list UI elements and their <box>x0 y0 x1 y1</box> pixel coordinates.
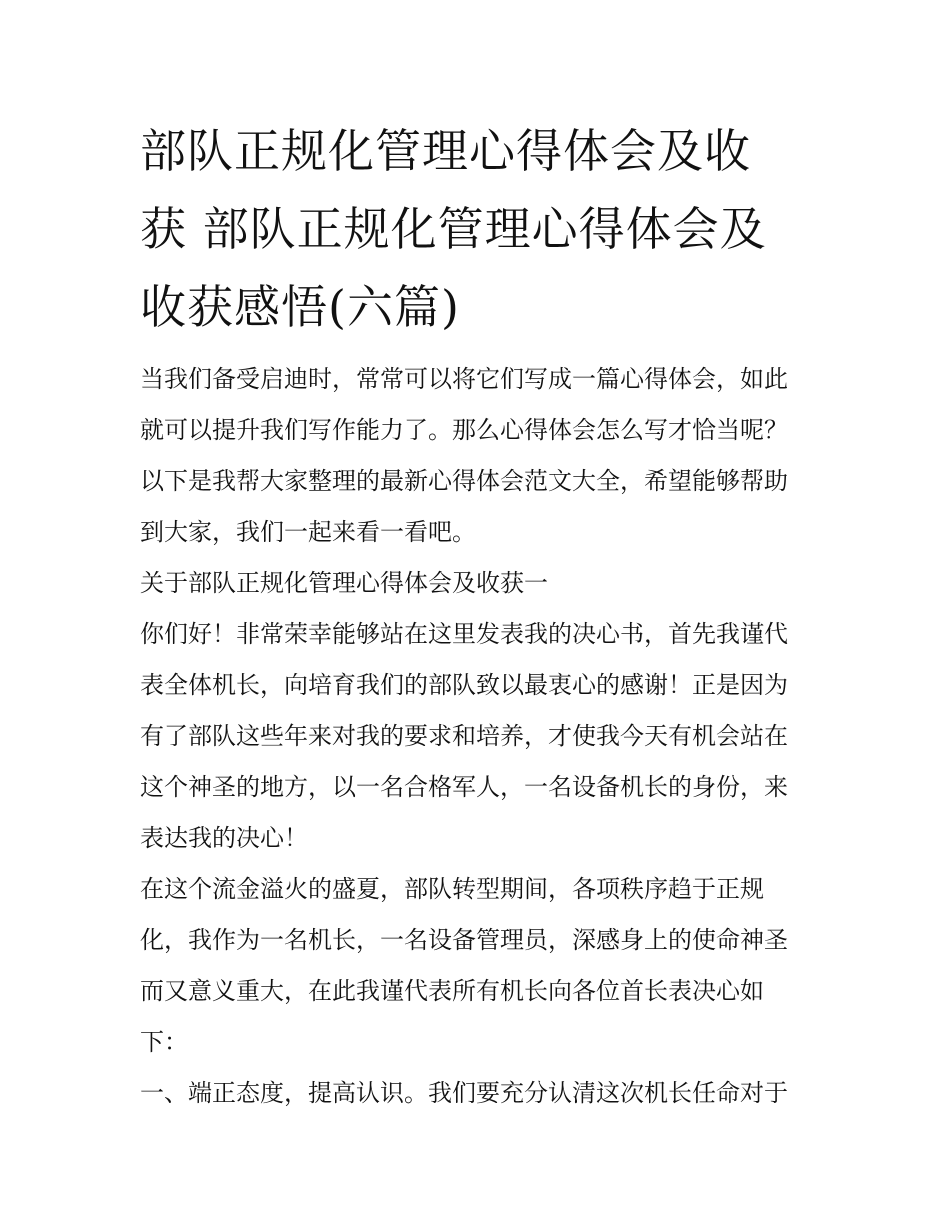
document-title <box>140 112 830 346</box>
body-line: 而又意义重大，在此我谨代表所有机长向各位首长表决心如 <box>140 977 764 1005</box>
body-line: 表全体机长，向培育我们的部队致以最衷心的感谢！正是因为 <box>140 671 788 699</box>
body-line: 在这个流金溢火的盛夏，部队转型期间，各项秩序趋于正规 <box>140 875 764 903</box>
body-line: 到大家，我们一起来看一看吧。 <box>140 518 476 546</box>
body-line: 有了部队这些年来对我的要求和培养，才使我今天有机会站在 <box>140 722 788 750</box>
body-line: 以下是我帮大家整理的最新心得体会范文大全，希望能够帮助 <box>140 467 788 495</box>
body-line: 当我们备受启迪时，常常可以将它们写成一篇心得体会，如此 <box>140 365 788 393</box>
section-heading: 关于部队正规化管理心得体会及收获一 <box>140 569 548 597</box>
body-line: 你们好！非常荣幸能够站在这里发表我的决心书，首先我谨代 <box>140 620 788 648</box>
body-line: 一、端正态度，提高认识。我们要充分认清这次机长任命对于 <box>140 1079 788 1107</box>
document-body <box>140 354 830 1119</box>
body-line: 下： <box>140 1028 188 1056</box>
title-line: 部队正规化管理心得体会及收 <box>140 124 751 178</box>
body-line: 化，我作为一名机长，一名设备管理员，深感身上的使命神圣 <box>140 926 788 954</box>
title-line: 获 部队正规化管理心得体会及 <box>140 202 767 256</box>
body-line: 表达我的决心！ <box>140 824 308 852</box>
body-line: 就可以提升我们写作能力了。那么心得体会怎么写才恰当呢？ <box>140 416 788 444</box>
title-line: 收获感悟(六篇) <box>140 280 460 334</box>
body-line: 这个神圣的地方，以一名合格军人，一名设备机长的身份，来 <box>140 773 788 801</box>
